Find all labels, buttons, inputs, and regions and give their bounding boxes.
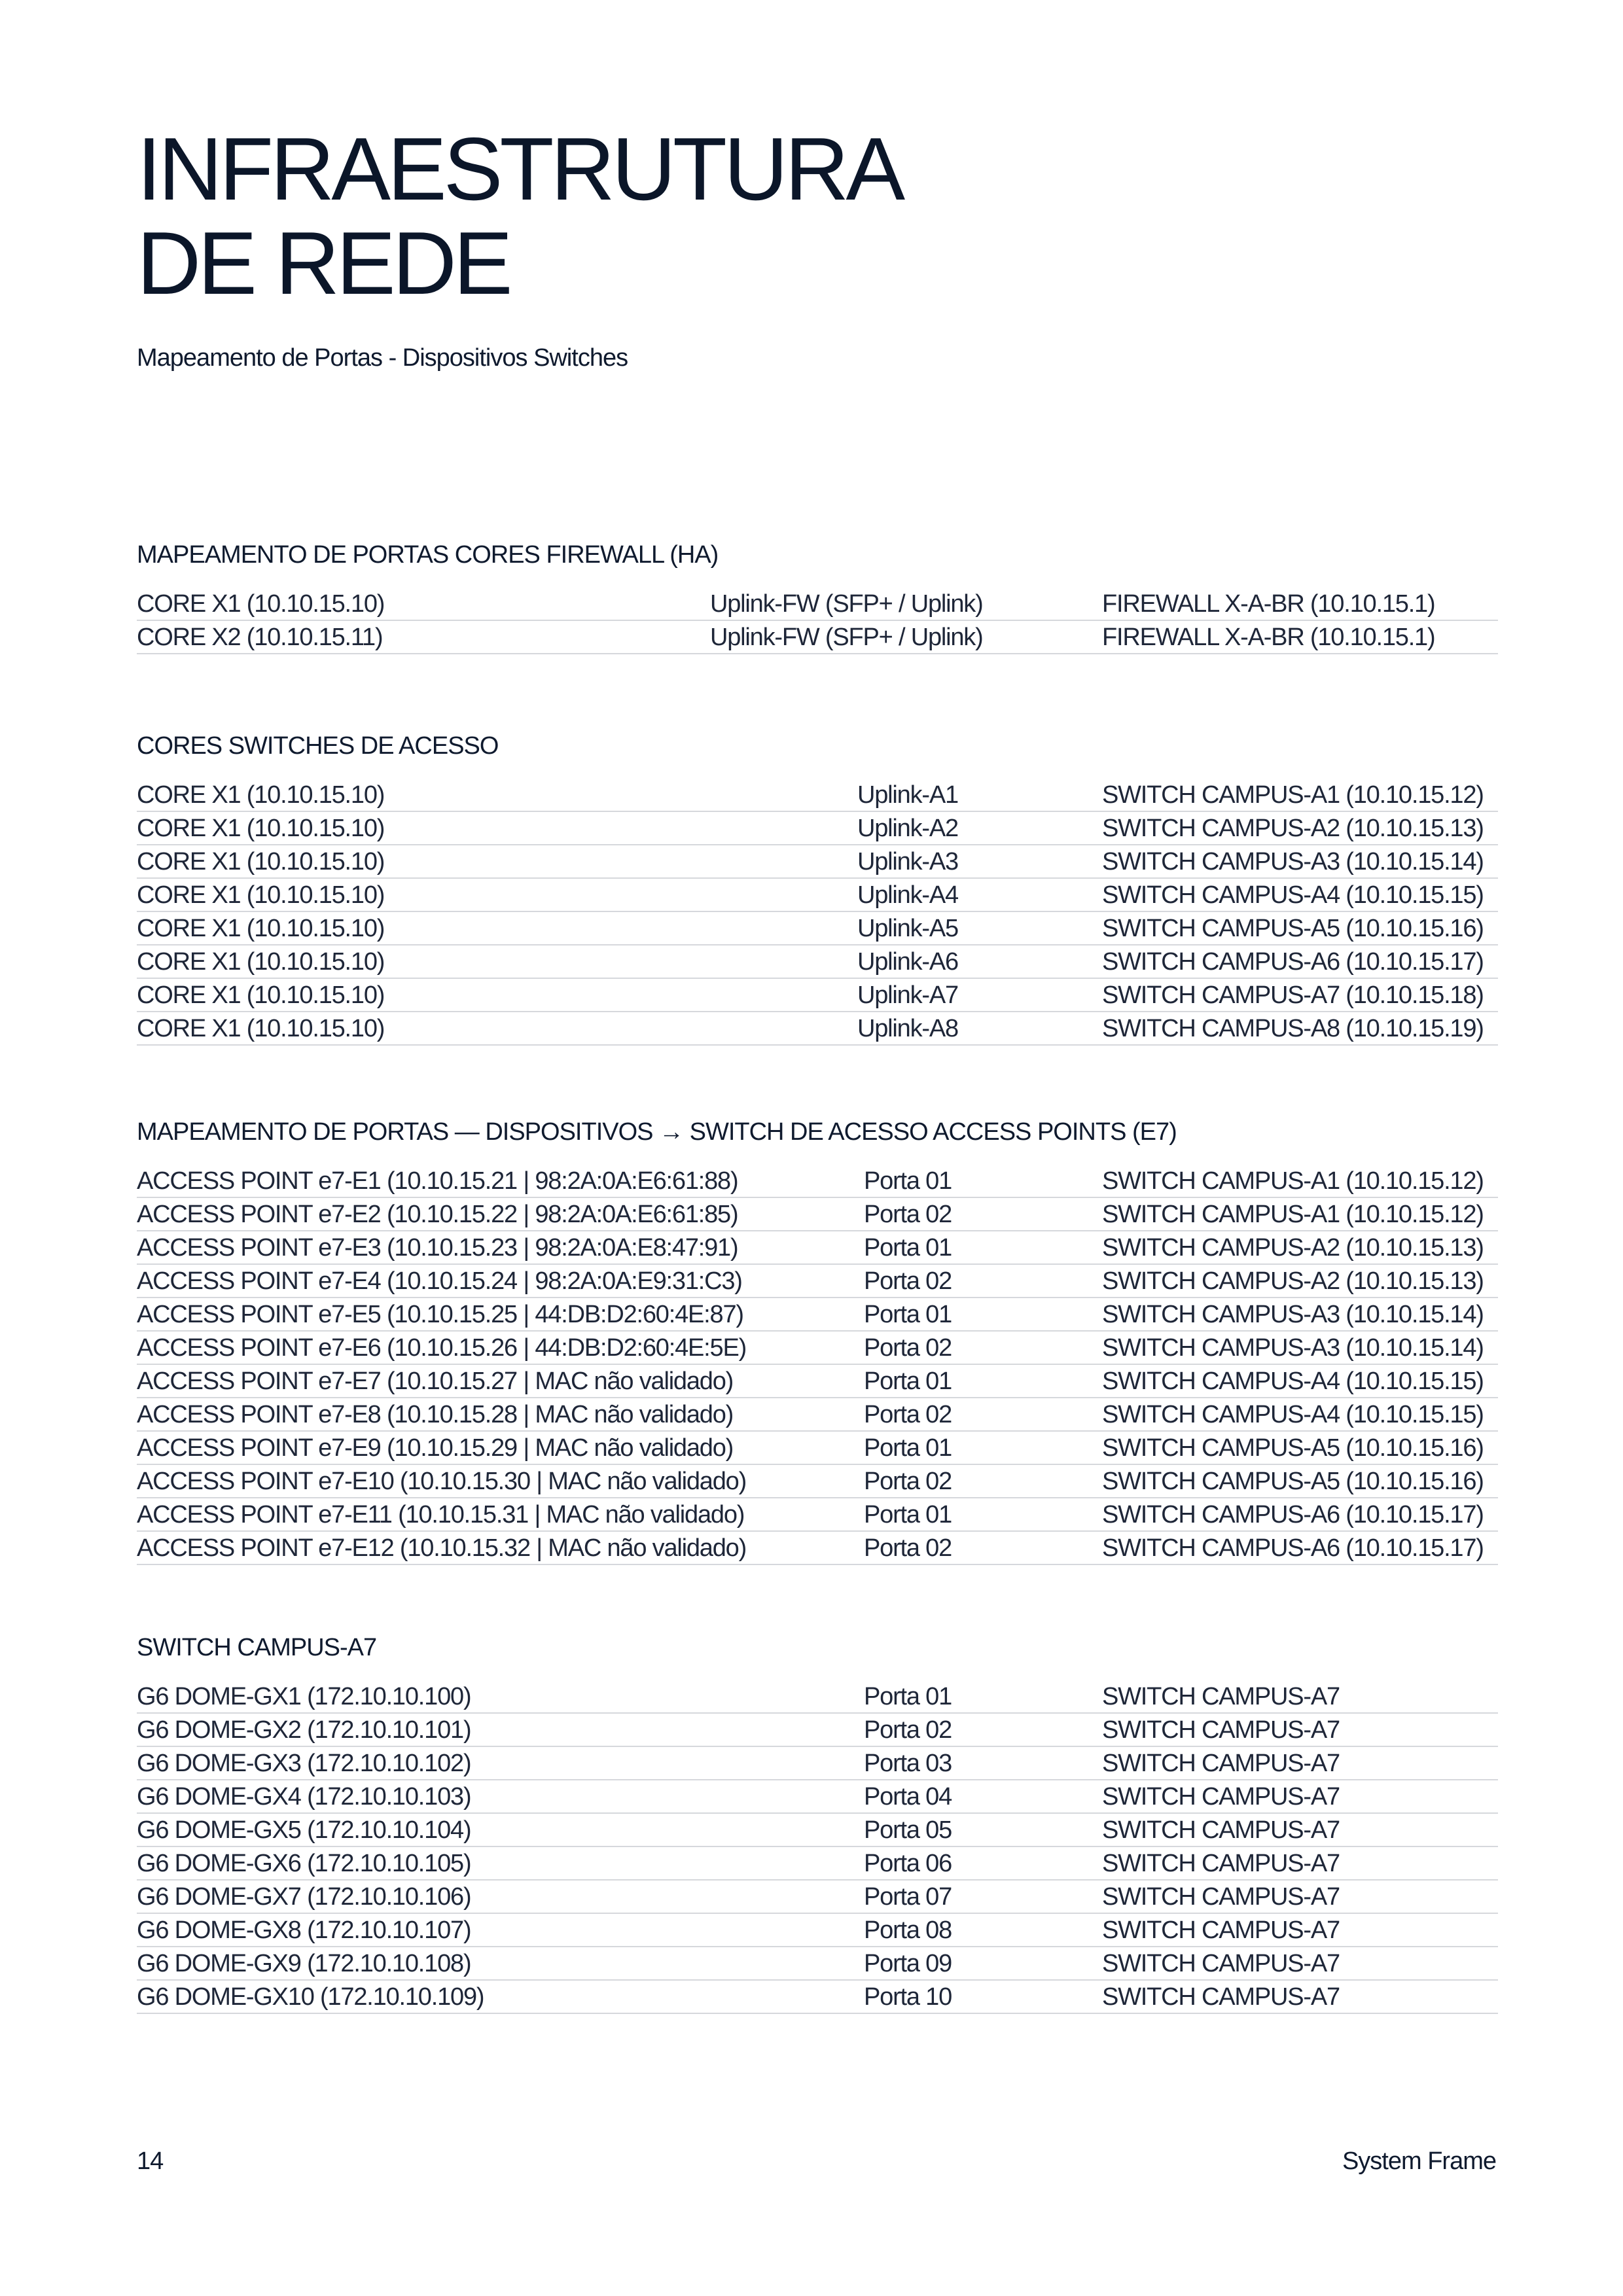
table-row	[137, 1680, 1498, 1714]
cell-port: Porta 02	[864, 1334, 952, 1362]
cell-port: Uplink-A3	[857, 848, 958, 875]
section-heading: CORES SWITCHES DE ACESSO	[137, 732, 499, 760]
cell-port: Porta 03	[864, 1750, 952, 1777]
cell-port: Porta 01	[864, 1301, 952, 1328]
cell-source: G6 DOME-GX2 (172.10.10.101)	[137, 1716, 471, 1744]
cell-port: Uplink-A2	[857, 815, 958, 842]
section-switch-campus-a7	[137, 1628, 1498, 2014]
table-row	[137, 1398, 1498, 1432]
cell-source: ACCESS POINT e7-E11 (10.10.15.31 | MAC não validado)	[137, 1501, 745, 1528]
table-body	[137, 588, 1498, 654]
table-row	[137, 1947, 1498, 1981]
cell-source: G6 DOME-GX3 (172.10.10.102)	[137, 1750, 471, 1777]
cell-port: Porta 05	[864, 1816, 952, 1844]
table-row	[137, 845, 1498, 879]
cell-port: Uplink-A8	[857, 1015, 958, 1042]
cell-port: Porta 02	[864, 1401, 952, 1428]
cell-destination: SWITCH CAMPUS-A3 (10.10.15.14)	[1102, 848, 1484, 875]
table-row	[137, 1465, 1498, 1498]
cell-port: Porta 02	[864, 1534, 952, 1562]
cell-port: Porta 02	[864, 1201, 952, 1228]
cell-destination: FIREWALL X-A-BR (10.10.15.1)	[1102, 624, 1435, 651]
table-row	[137, 879, 1498, 912]
cell-port: Uplink-A5	[857, 915, 958, 942]
table-row	[137, 621, 1498, 654]
cell-port: Porta 02	[864, 1267, 952, 1295]
cell-source: G6 DOME-GX9 (172.10.10.108)	[137, 1950, 471, 1977]
cell-source: ACCESS POINT e7-E7 (10.10.15.27 | MAC não validado)	[137, 1368, 734, 1395]
cell-destination: SWITCH CAMPUS-A7	[1102, 1783, 1340, 1810]
table-row	[137, 1432, 1498, 1465]
cell-destination: SWITCH CAMPUS-A5 (10.10.15.16)	[1102, 1434, 1484, 1462]
table-row	[137, 588, 1498, 621]
cell-destination: SWITCH CAMPUS-A7	[1102, 1883, 1340, 1911]
table-row	[137, 1714, 1498, 1747]
cell-source: G6 DOME-GX8 (172.10.10.107)	[137, 1916, 471, 1944]
cell-port: Porta 07	[864, 1883, 952, 1911]
cell-port: Porta 01	[864, 1434, 952, 1462]
page-title-line-2: DE REDE	[137, 213, 510, 313]
cell-destination: SWITCH CAMPUS-A5 (10.10.15.16)	[1102, 1468, 1484, 1495]
table-row	[137, 1012, 1498, 1046]
cell-destination: SWITCH CAMPUS-A7	[1102, 1916, 1340, 1944]
cell-destination: SWITCH CAMPUS-A8 (10.10.15.19)	[1102, 1015, 1484, 1042]
table-row	[137, 1265, 1498, 1298]
cell-destination: SWITCH CAMPUS-A1 (10.10.15.12)	[1102, 1201, 1484, 1228]
cell-source: ACCESS POINT e7-E3 (10.10.15.23 | 98:2A:0A:E8:47:91)	[137, 1234, 738, 1262]
cell-destination: SWITCH CAMPUS-A1 (10.10.15.12)	[1102, 1167, 1484, 1195]
section-cores-firewall	[137, 535, 1498, 654]
table-body	[137, 779, 1498, 1046]
cell-destination: SWITCH CAMPUS-A3 (10.10.15.14)	[1102, 1334, 1484, 1362]
cell-destination: SWITCH CAMPUS-A2 (10.10.15.13)	[1102, 1267, 1484, 1295]
section-heading: MAPEAMENTO DE PORTAS — DISPOSITIVOS → SWITCH DE ACESSO ACCESS POINTS (E7)	[137, 1118, 1177, 1146]
table-row	[137, 1198, 1498, 1231]
table-row	[137, 1881, 1498, 1914]
page-number: 14	[137, 2147, 164, 2175]
cell-source: CORE X1 (10.10.15.10)	[137, 881, 385, 909]
cell-port: Uplink-A6	[857, 948, 958, 976]
table-row	[137, 1298, 1498, 1332]
cell-port: Porta 01	[864, 1234, 952, 1262]
table-row	[137, 1780, 1498, 1814]
cell-port: Porta 01	[864, 1368, 952, 1395]
cell-destination: SWITCH CAMPUS-A4 (10.10.15.15)	[1102, 1368, 1484, 1395]
cell-port: Porta 01	[864, 1683, 952, 1710]
cell-port: Uplink-FW (SFP+ / Uplink)	[710, 590, 983, 618]
cell-source: G6 DOME-GX10 (172.10.10.109)	[137, 1983, 484, 2011]
cell-destination: SWITCH CAMPUS-A7	[1102, 1950, 1340, 1977]
cell-source: CORE X1 (10.10.15.10)	[137, 590, 385, 618]
cell-destination: SWITCH CAMPUS-A1 (10.10.15.12)	[1102, 781, 1484, 809]
cell-source: ACCESS POINT e7-E5 (10.10.15.25 | 44:DB:D2:60:4E:87)	[137, 1301, 743, 1328]
cell-source: G6 DOME-GX7 (172.10.10.106)	[137, 1883, 471, 1911]
cell-destination: SWITCH CAMPUS-A4 (10.10.15.15)	[1102, 881, 1484, 909]
footer-brand: System Frame	[1342, 2147, 1496, 2175]
table-row	[137, 1332, 1498, 1365]
table-body	[137, 1165, 1498, 1565]
section-access-points	[137, 1112, 1498, 1565]
cell-source: CORE X1 (10.10.15.10)	[137, 781, 385, 809]
cell-source: CORE X1 (10.10.15.10)	[137, 1015, 385, 1042]
cell-source: ACCESS POINT e7-E8 (10.10.15.28 | MAC não validado)	[137, 1401, 734, 1428]
table-body	[137, 1680, 1498, 2014]
cell-port: Porta 08	[864, 1916, 952, 1944]
table-row	[137, 1498, 1498, 1532]
cell-destination: SWITCH CAMPUS-A3 (10.10.15.14)	[1102, 1301, 1484, 1328]
table-row	[137, 912, 1498, 945]
cell-source: CORE X1 (10.10.15.10)	[137, 981, 385, 1009]
cell-source: G6 DOME-GX6 (172.10.10.105)	[137, 1850, 471, 1877]
cell-destination: SWITCH CAMPUS-A7	[1102, 1716, 1340, 1744]
cell-port: Uplink-A1	[857, 781, 958, 809]
cell-source: ACCESS POINT e7-E10 (10.10.15.30 | MAC não validado)	[137, 1468, 747, 1495]
table-row	[137, 1847, 1498, 1881]
cell-destination: SWITCH CAMPUS-A7	[1102, 1683, 1340, 1710]
page-subtitle: Mapeamento de Portas - Dispositivos Switches	[137, 344, 628, 372]
cell-destination: SWITCH CAMPUS-A5 (10.10.15.16)	[1102, 915, 1484, 942]
cell-port: Porta 06	[864, 1850, 952, 1877]
cell-port: Porta 01	[864, 1501, 952, 1528]
table-row	[137, 1814, 1498, 1847]
page-title	[137, 119, 902, 313]
cell-source: CORE X1 (10.10.15.10)	[137, 848, 385, 875]
cell-port: Porta 04	[864, 1783, 952, 1810]
cell-destination: SWITCH CAMPUS-A7 (10.10.15.18)	[1102, 981, 1484, 1009]
cell-port: Uplink-FW (SFP+ / Uplink)	[710, 624, 983, 651]
table-row	[137, 1165, 1498, 1198]
cell-destination: SWITCH CAMPUS-A6 (10.10.15.17)	[1102, 1501, 1484, 1528]
cell-source: G6 DOME-GX1 (172.10.10.100)	[137, 1683, 471, 1710]
cell-source: CORE X2 (10.10.15.11)	[137, 624, 383, 651]
cell-destination: FIREWALL X-A-BR (10.10.15.1)	[1102, 590, 1435, 618]
table-row	[137, 812, 1498, 845]
cell-destination: SWITCH CAMPUS-A6 (10.10.15.17)	[1102, 1534, 1484, 1562]
cell-destination: SWITCH CAMPUS-A6 (10.10.15.17)	[1102, 948, 1484, 976]
section-cores-switches	[137, 726, 1498, 1046]
cell-destination: SWITCH CAMPUS-A7	[1102, 1850, 1340, 1877]
table-row	[137, 1747, 1498, 1780]
cell-port: Porta 02	[864, 1716, 952, 1744]
cell-source: CORE X1 (10.10.15.10)	[137, 915, 385, 942]
table-row	[137, 979, 1498, 1012]
cell-destination: SWITCH CAMPUS-A2 (10.10.15.13)	[1102, 1234, 1484, 1262]
table-row	[137, 1532, 1498, 1565]
cell-source: ACCESS POINT e7-E6 (10.10.15.26 | 44:DB:D2:60:4E:5E)	[137, 1334, 747, 1362]
table-row	[137, 1981, 1498, 2014]
table-row	[137, 1231, 1498, 1265]
cell-port: Uplink-A7	[857, 981, 958, 1009]
cell-source: G6 DOME-GX5 (172.10.10.104)	[137, 1816, 471, 1844]
table-row	[137, 1914, 1498, 1947]
cell-source: CORE X1 (10.10.15.10)	[137, 948, 385, 976]
cell-source: ACCESS POINT e7-E1 (10.10.15.21 | 98:2A:0A:E6:61:88)	[137, 1167, 738, 1195]
cell-destination: SWITCH CAMPUS-A7	[1102, 1983, 1340, 2011]
cell-port: Porta 01	[864, 1167, 952, 1195]
cell-port: Porta 02	[864, 1468, 952, 1495]
page-title-line-1: INFRAESTRUTURA	[137, 119, 902, 219]
cell-destination: SWITCH CAMPUS-A7	[1102, 1750, 1340, 1777]
cell-destination: SWITCH CAMPUS-A4 (10.10.15.15)	[1102, 1401, 1484, 1428]
cell-source: ACCESS POINT e7-E12 (10.10.15.32 | MAC não validado)	[137, 1534, 747, 1562]
table-row	[137, 945, 1498, 979]
cell-source: ACCESS POINT e7-E2 (10.10.15.22 | 98:2A:0A:E6:61:85)	[137, 1201, 738, 1228]
cell-source: ACCESS POINT e7-E4 (10.10.15.24 | 98:2A:0A:E9:31:C3)	[137, 1267, 742, 1295]
cell-port: Porta 10	[864, 1983, 952, 2011]
cell-port: Uplink-A4	[857, 881, 958, 909]
section-heading: SWITCH CAMPUS-A7	[137, 1634, 377, 1661]
table-row	[137, 779, 1498, 812]
cell-destination: SWITCH CAMPUS-A2 (10.10.15.13)	[1102, 815, 1484, 842]
cell-source: G6 DOME-GX4 (172.10.10.103)	[137, 1783, 471, 1810]
cell-destination: SWITCH CAMPUS-A7	[1102, 1816, 1340, 1844]
cell-source: ACCESS POINT e7-E9 (10.10.15.29 | MAC não validado)	[137, 1434, 734, 1462]
cell-port: Porta 09	[864, 1950, 952, 1977]
table-row	[137, 1365, 1498, 1398]
section-heading: MAPEAMENTO DE PORTAS CORES FIREWALL (HA)	[137, 541, 719, 569]
cell-source: CORE X1 (10.10.15.10)	[137, 815, 385, 842]
